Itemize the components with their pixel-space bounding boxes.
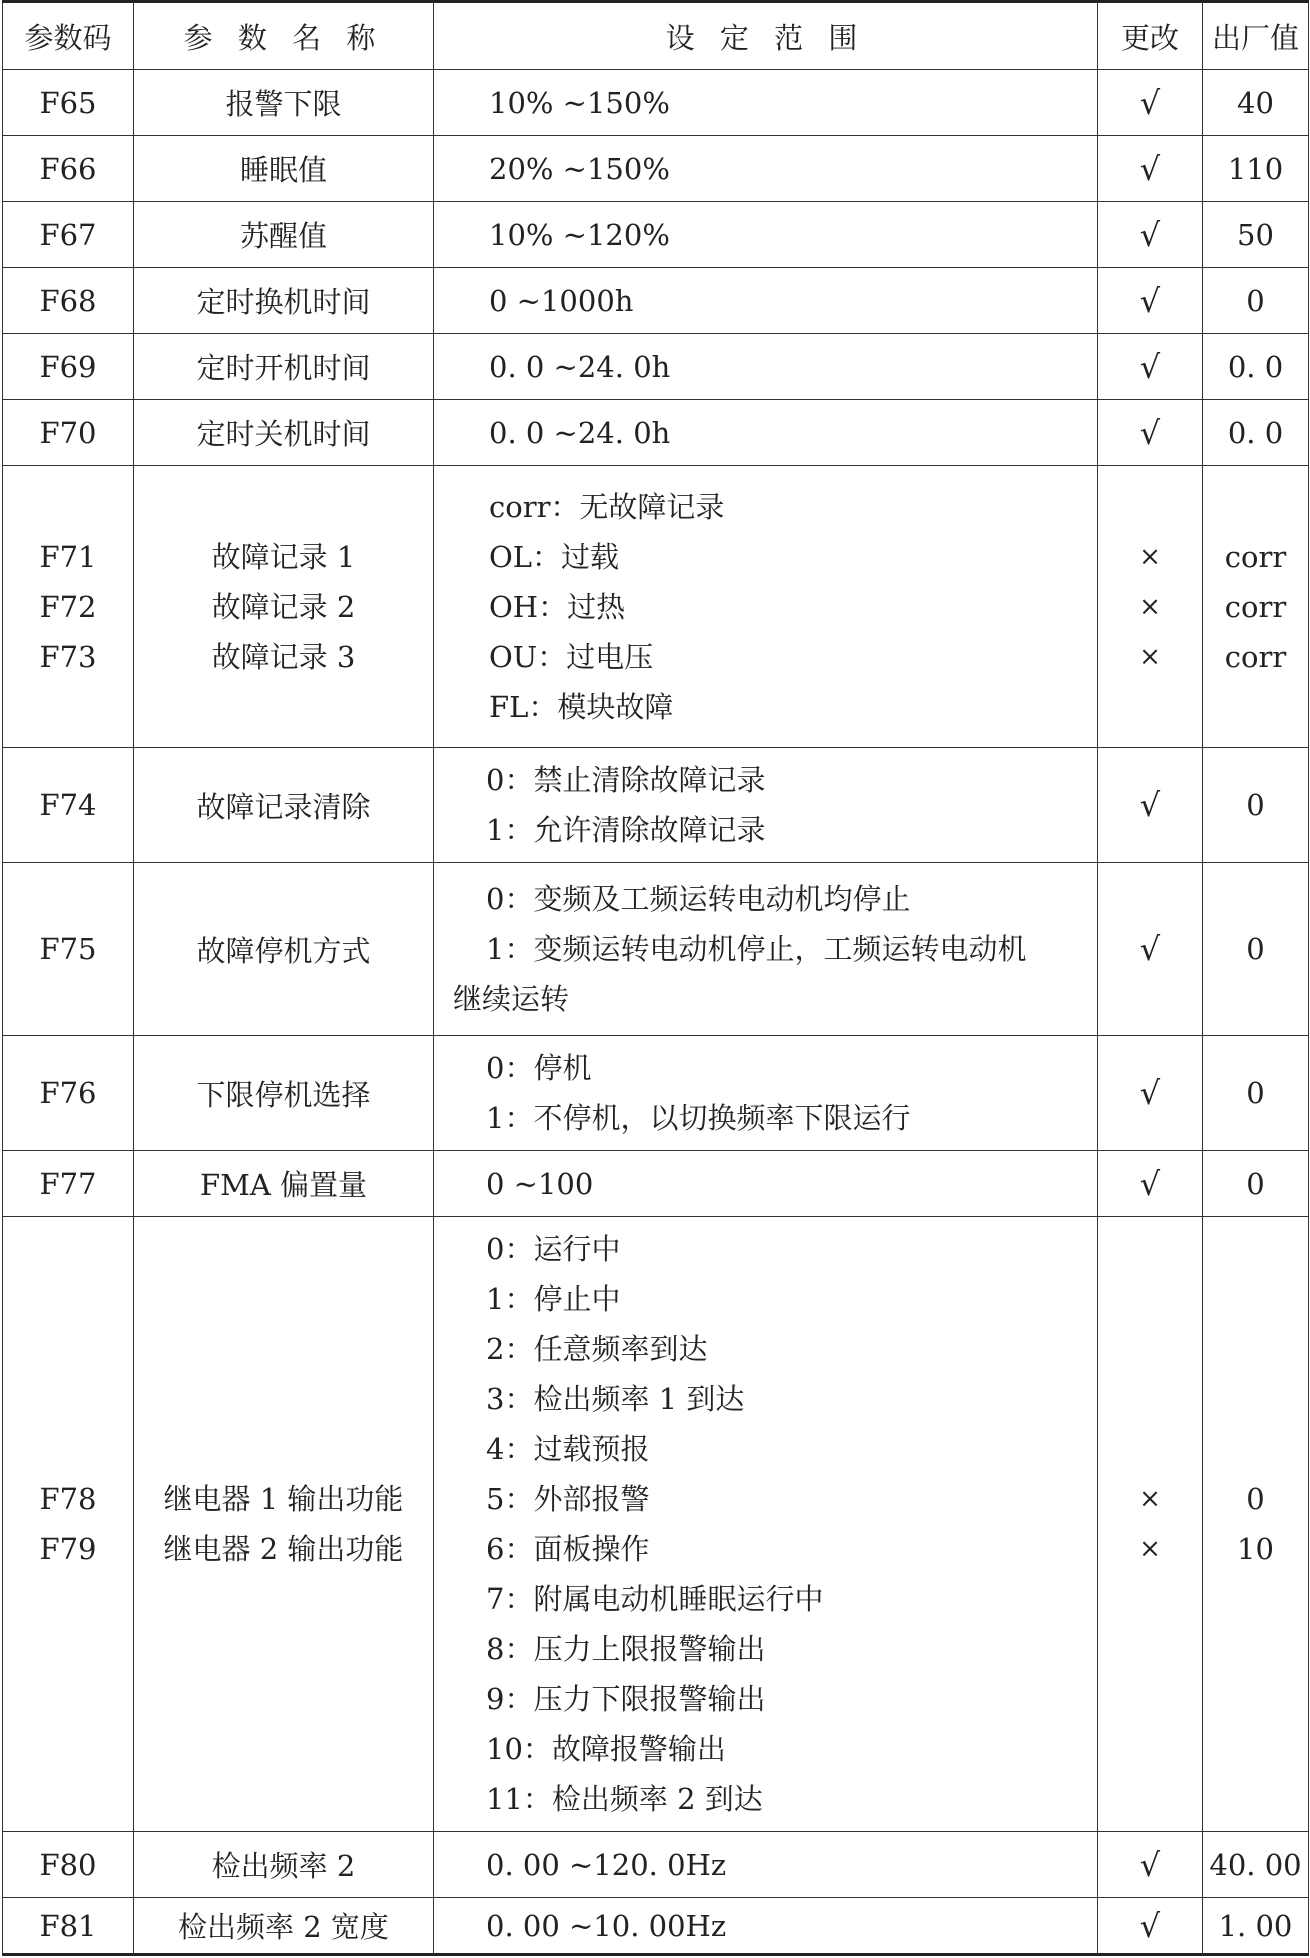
param-name: 苏醒值	[134, 202, 434, 268]
table-row	[3, 1832, 1309, 1898]
change-mark: × ×	[1098, 1217, 1203, 1832]
param-code: F69	[3, 334, 134, 400]
default-value: 40	[1203, 70, 1309, 136]
param-range: 0 ~100	[434, 1151, 1098, 1217]
param-code: F78 F79	[3, 1217, 134, 1832]
change-mark: √	[1098, 268, 1203, 334]
change-mark: × × ×	[1098, 466, 1203, 748]
param-code: F71 F72 F73	[3, 466, 134, 748]
table-row	[3, 863, 1309, 1036]
change-mark: √	[1098, 1898, 1203, 1955]
change-mark: √	[1098, 136, 1203, 202]
change-mark: √	[1098, 863, 1203, 1036]
change-mark: √	[1098, 1151, 1203, 1217]
default-value: 0	[1203, 1151, 1309, 1217]
table-row	[3, 202, 1309, 268]
param-code: F65	[3, 70, 134, 136]
param-range: corr：无故障记录 OL：过载 OH：过热 OU：过电压 FL：模块故障	[434, 466, 1098, 748]
param-code: F67	[3, 202, 134, 268]
change-mark: √	[1098, 334, 1203, 400]
param-name: 睡眠值	[134, 136, 434, 202]
param-code: F68	[3, 268, 134, 334]
parameter-table	[2, 0, 1309, 1956]
param-range: 0：运行中 1：停止中 2：任意频率到达 3：检出频率 1 到达 4：过载预报 5：外部报警 6：面板操作 7：附属电动机睡眠运行中 8：压力上限报警输出 9：压力下限报警输出 10：故障报警输出 11：检出频率 2 到达	[434, 1217, 1098, 1832]
table-row	[3, 268, 1309, 334]
table-row	[3, 1151, 1309, 1217]
default-value: 0	[1203, 1036, 1309, 1151]
param-code: F80	[3, 1832, 134, 1898]
param-name: 检出频率 2	[134, 1832, 434, 1898]
param-name: 故障记录清除	[134, 748, 434, 863]
param-range: 0 ~1000h	[434, 268, 1098, 334]
param-name: 故障记录 1 故障记录 2 故障记录 3	[134, 466, 434, 748]
param-name: 继电器 1 输出功能 继电器 2 输出功能	[134, 1217, 434, 1832]
param-name: 检出频率 2 宽度	[134, 1898, 434, 1955]
default-value: corr corr corr	[1203, 466, 1309, 748]
table-row	[3, 466, 1309, 748]
param-range: 20% ~150%	[434, 136, 1098, 202]
param-range: 10% ~150%	[434, 70, 1098, 136]
param-name: FMA 偏置量	[134, 1151, 434, 1217]
change-mark: √	[1098, 1832, 1203, 1898]
default-value: 0	[1203, 748, 1309, 863]
table-row	[3, 1898, 1309, 1955]
param-code: F75	[3, 863, 134, 1036]
default-value: 0	[1203, 863, 1309, 1036]
default-value: 0	[1203, 268, 1309, 334]
param-code: F66	[3, 136, 134, 202]
default-value: 0. 0	[1203, 334, 1309, 400]
param-name: 故障停机方式	[134, 863, 434, 1036]
table-row	[3, 334, 1309, 400]
param-range: 0. 00 ~120. 0Hz	[434, 1832, 1098, 1898]
default-value: 50	[1203, 202, 1309, 268]
param-name: 报警下限	[134, 70, 434, 136]
default-value: 1. 00	[1203, 1898, 1309, 1955]
table-header-row	[3, 2, 1309, 70]
table-row	[3, 136, 1309, 202]
param-name: 定时开机时间	[134, 334, 434, 400]
param-name: 定时换机时间	[134, 268, 434, 334]
param-name: 定时关机时间	[134, 400, 434, 466]
table-row	[3, 70, 1309, 136]
table-row	[3, 1036, 1309, 1151]
param-name: 下限停机选择	[134, 1036, 434, 1151]
header-range: 设 定 范 围	[434, 2, 1098, 70]
header-name: 参 数 名 称	[134, 2, 434, 70]
default-value: 0. 0	[1203, 400, 1309, 466]
param-code: F74	[3, 748, 134, 863]
param-range: 0：变频及工频运转电动机均停止 1：变频运转电动机停止，工频运转电动机 继续运转	[434, 863, 1098, 1036]
change-mark: √	[1098, 202, 1203, 268]
param-code: F70	[3, 400, 134, 466]
change-mark: √	[1098, 70, 1203, 136]
change-mark: √	[1098, 400, 1203, 466]
default-value: 110	[1203, 136, 1309, 202]
header-default: 出厂值	[1203, 2, 1309, 70]
table-row	[3, 400, 1309, 466]
default-value: 0 10	[1203, 1217, 1309, 1832]
param-code: F81	[3, 1898, 134, 1955]
param-range: 10% ~120%	[434, 202, 1098, 268]
param-code: F76	[3, 1036, 134, 1151]
param-range: 0：停机 1：不停机，以切换频率下限运行	[434, 1036, 1098, 1151]
param-range: 0：禁止清除故障记录 1：允许清除故障记录	[434, 748, 1098, 863]
param-range: 0. 00 ~10. 00Hz	[434, 1898, 1098, 1955]
param-range: 0. 0 ~24. 0h	[434, 334, 1098, 400]
header-code: 参数码	[3, 2, 134, 70]
param-code: F77	[3, 1151, 134, 1217]
table-row	[3, 1217, 1309, 1832]
param-range: 0. 0 ~24. 0h	[434, 400, 1098, 466]
header-change: 更改	[1098, 2, 1203, 70]
change-mark: √	[1098, 748, 1203, 863]
default-value: 40. 00	[1203, 1832, 1309, 1898]
table-row	[3, 748, 1309, 863]
change-mark: √	[1098, 1036, 1203, 1151]
